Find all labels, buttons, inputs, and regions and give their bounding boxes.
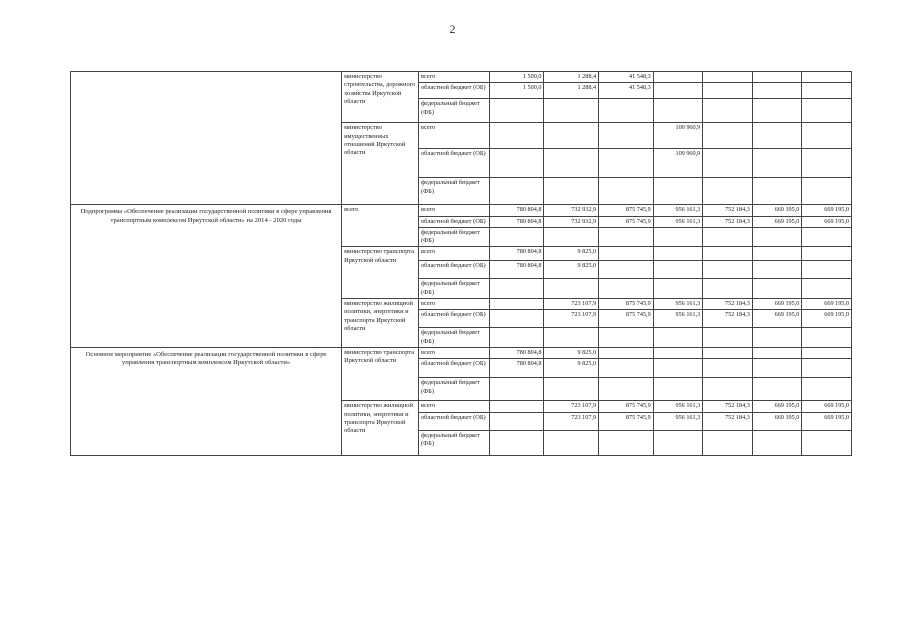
program-name-cell: Подпрограмма «Обеспечение реализации государственной политики в сфере управления транспортным комплексом Иркутской области» на 2014 - 2020 годы [71, 205, 342, 348]
amount-cell: 669 195,0 [802, 205, 852, 216]
amount-cell [489, 227, 544, 247]
amount-cell [802, 430, 852, 455]
amount-cell [544, 328, 599, 348]
budget-table [70, 71, 852, 456]
amount-cell [544, 227, 599, 247]
amount-cell: 875 745,9 [599, 412, 654, 430]
amount-cell [703, 72, 753, 83]
amount-cell [599, 99, 654, 123]
amount-cell: 956 161,3 [653, 205, 703, 216]
amount-cell [802, 123, 852, 149]
executor-cell: всего [342, 205, 419, 247]
amount-cell [489, 430, 544, 455]
amount-cell: 1 288,4 [544, 72, 599, 83]
table-row [71, 205, 852, 216]
amount-cell: 956 161,3 [653, 299, 703, 310]
amount-cell [802, 178, 852, 205]
amount-cell [653, 328, 703, 348]
amount-cell: 669 195,0 [802, 401, 852, 412]
amount-cell: 1 500,0 [489, 83, 544, 99]
amount-cell [752, 149, 802, 178]
amount-cell [544, 123, 599, 149]
amount-cell: 669 195,0 [752, 412, 802, 430]
amount-cell: 9 825,0 [544, 261, 599, 279]
amount-cell [599, 430, 654, 455]
amount-cell [703, 227, 753, 247]
amount-cell [599, 359, 654, 378]
amount-cell [653, 227, 703, 247]
amount-cell [802, 83, 852, 99]
amount-cell [752, 123, 802, 149]
funding-source-cell: всего [418, 123, 489, 149]
amount-cell [802, 72, 852, 83]
executor-cell: министерство строительства, дорожного хозяйства Иркутской области [342, 72, 419, 123]
amount-cell [802, 261, 852, 279]
executor-cell: министерство транспорта Иркутской области [342, 247, 419, 299]
amount-cell [752, 430, 802, 455]
amount-cell [802, 149, 852, 178]
amount-cell [489, 299, 544, 310]
amount-cell [802, 247, 852, 261]
amount-cell [703, 347, 753, 358]
executor-cell: министерство имущественных отношений Иркутской области [342, 123, 419, 205]
amount-cell [489, 149, 544, 178]
amount-cell: 723 107,9 [544, 310, 599, 328]
amount-cell: 752 184,3 [703, 205, 753, 216]
amount-cell: 780 804,8 [489, 216, 544, 227]
funding-source-cell: областной бюджет (ОБ) [418, 359, 489, 378]
amount-cell [703, 247, 753, 261]
funding-source-cell: федеральный бюджет (ФБ) [418, 279, 489, 299]
amount-cell: 752 184,3 [703, 310, 753, 328]
amount-cell [752, 378, 802, 401]
funding-source-cell: федеральный бюджет (ФБ) [418, 430, 489, 455]
amount-cell: 875 745,9 [599, 216, 654, 227]
table-row [71, 72, 852, 83]
page-number: 2 [449, 22, 456, 36]
amount-cell [802, 378, 852, 401]
amount-cell [653, 83, 703, 99]
funding-source-cell: федеральный бюджет (ФБ) [418, 328, 489, 348]
amount-cell [489, 378, 544, 401]
amount-cell: 732 932,9 [544, 205, 599, 216]
funding-source-cell: областной бюджет (ОБ) [418, 310, 489, 328]
amount-cell [489, 99, 544, 123]
amount-cell [489, 123, 544, 149]
funding-source-cell: всего [418, 205, 489, 216]
amount-cell [703, 149, 753, 178]
amount-cell: 669 195,0 [752, 216, 802, 227]
amount-cell [752, 328, 802, 348]
amount-cell [802, 227, 852, 247]
amount-cell: 752 184,3 [703, 216, 753, 227]
amount-cell [489, 412, 544, 430]
amount-cell: 875 745,9 [599, 401, 654, 412]
amount-cell [752, 72, 802, 83]
amount-cell: 875 745,9 [599, 310, 654, 328]
amount-cell [703, 99, 753, 123]
amount-cell [802, 359, 852, 378]
funding-source-cell: федеральный бюджет (ФБ) [418, 178, 489, 205]
funding-source-cell: федеральный бюджет (ФБ) [418, 378, 489, 401]
amount-cell: 109 960,9 [653, 149, 703, 178]
amount-cell: 669 195,0 [752, 299, 802, 310]
amount-cell [703, 359, 753, 378]
amount-cell: 956 161,3 [653, 412, 703, 430]
amount-cell: 780 804,8 [489, 347, 544, 358]
amount-cell: 669 195,0 [802, 412, 852, 430]
amount-cell: 669 195,0 [752, 205, 802, 216]
amount-cell [752, 178, 802, 205]
amount-cell [544, 99, 599, 123]
amount-cell [544, 178, 599, 205]
amount-cell [653, 261, 703, 279]
amount-cell: 780 804,8 [489, 205, 544, 216]
amount-cell: 875 745,9 [599, 299, 654, 310]
amount-cell: 669 195,0 [752, 310, 802, 328]
program-name-cell: Основное мероприятие «Обеспечение реализации государственной политики в сфере управления транспортным комплексом Иркутской области» [71, 347, 342, 455]
funding-source-cell: всего [418, 401, 489, 412]
funding-source-cell: областной бюджет (ОБ) [418, 261, 489, 279]
amount-cell [544, 430, 599, 455]
amount-cell [752, 247, 802, 261]
amount-cell [752, 261, 802, 279]
table-row [71, 347, 852, 358]
amount-cell [599, 279, 654, 299]
amount-cell [489, 178, 544, 205]
amount-cell: 780 804,8 [489, 247, 544, 261]
amount-cell: 956 161,3 [653, 310, 703, 328]
amount-cell: 723 107,9 [544, 299, 599, 310]
amount-cell [544, 149, 599, 178]
amount-cell [703, 123, 753, 149]
amount-cell [653, 359, 703, 378]
funding-source-cell: всего [418, 247, 489, 261]
amount-cell: 956 161,3 [653, 216, 703, 227]
amount-cell: 41 548,3 [599, 72, 654, 83]
amount-cell [703, 378, 753, 401]
amount-cell: 9 825,0 [544, 247, 599, 261]
amount-cell: 41 548,3 [599, 83, 654, 99]
amount-cell [599, 123, 654, 149]
amount-cell [752, 99, 802, 123]
amount-cell [653, 430, 703, 455]
amount-cell [802, 328, 852, 348]
amount-cell: 780 804,8 [489, 359, 544, 378]
amount-cell: 732 932,9 [544, 216, 599, 227]
amount-cell [653, 72, 703, 83]
amount-cell [752, 83, 802, 99]
amount-cell [489, 401, 544, 412]
amount-cell: 752 184,3 [703, 401, 753, 412]
amount-cell [752, 279, 802, 299]
amount-cell: 723 107,9 [544, 412, 599, 430]
amount-cell [653, 178, 703, 205]
funding-source-cell: всего [418, 72, 489, 83]
amount-cell [752, 347, 802, 358]
amount-cell: 780 804,8 [489, 261, 544, 279]
amount-cell [544, 279, 599, 299]
amount-cell: 109 960,9 [653, 123, 703, 149]
amount-cell [802, 99, 852, 123]
program-name-cell [71, 72, 342, 205]
budget-table-body [71, 72, 852, 456]
amount-cell [802, 279, 852, 299]
amount-cell [653, 99, 703, 123]
amount-cell [544, 378, 599, 401]
amount-cell [599, 378, 654, 401]
amount-cell [703, 430, 753, 455]
amount-cell: 1 288,4 [544, 83, 599, 99]
funding-source-cell: федеральный бюджет (ФБ) [418, 227, 489, 247]
amount-cell [653, 378, 703, 401]
amount-cell: 9 825,0 [544, 359, 599, 378]
amount-cell [752, 359, 802, 378]
amount-cell [802, 347, 852, 358]
amount-cell: 723 107,9 [544, 401, 599, 412]
amount-cell: 669 195,0 [802, 310, 852, 328]
amount-cell: 752 184,3 [703, 412, 753, 430]
amount-cell: 752 184,3 [703, 299, 753, 310]
amount-cell [599, 328, 654, 348]
funding-source-cell: федеральный бюджет (ФБ) [418, 99, 489, 123]
amount-cell: 669 195,0 [802, 216, 852, 227]
amount-cell [489, 328, 544, 348]
amount-cell [752, 227, 802, 247]
amount-cell: 9 825,0 [544, 347, 599, 358]
amount-cell [703, 328, 753, 348]
amount-cell [599, 178, 654, 205]
amount-cell: 1 500,0 [489, 72, 544, 83]
amount-cell: 669 195,0 [802, 299, 852, 310]
funding-source-cell: областной бюджет (ОБ) [418, 216, 489, 227]
amount-cell: 669 195,0 [752, 401, 802, 412]
funding-source-cell: областной бюджет (ОБ) [418, 149, 489, 178]
amount-cell [653, 247, 703, 261]
amount-cell [489, 310, 544, 328]
amount-cell [703, 279, 753, 299]
amount-cell [703, 261, 753, 279]
funding-source-cell: всего [418, 299, 489, 310]
amount-cell [599, 347, 654, 358]
amount-cell: 875 745,9 [599, 205, 654, 216]
amount-cell [599, 247, 654, 261]
amount-cell [599, 149, 654, 178]
executor-cell: министерство транспорта Иркутской области [342, 347, 419, 400]
amount-cell [599, 261, 654, 279]
amount-cell: 956 161,3 [653, 401, 703, 412]
amount-cell [703, 178, 753, 205]
funding-source-cell: областной бюджет (ОБ) [418, 83, 489, 99]
amount-cell [599, 227, 654, 247]
amount-cell [703, 83, 753, 99]
executor-cell: министерство жилищной политики, энергетики и транспорта Иркутской области [342, 299, 419, 348]
funding-source-cell: областной бюджет (ОБ) [418, 412, 489, 430]
executor-cell: министерство жилищной политики, энергетики и транспорта Иркутской области [342, 401, 419, 455]
amount-cell [489, 279, 544, 299]
funding-source-cell: всего [418, 347, 489, 358]
amount-cell [653, 279, 703, 299]
amount-cell [653, 347, 703, 358]
